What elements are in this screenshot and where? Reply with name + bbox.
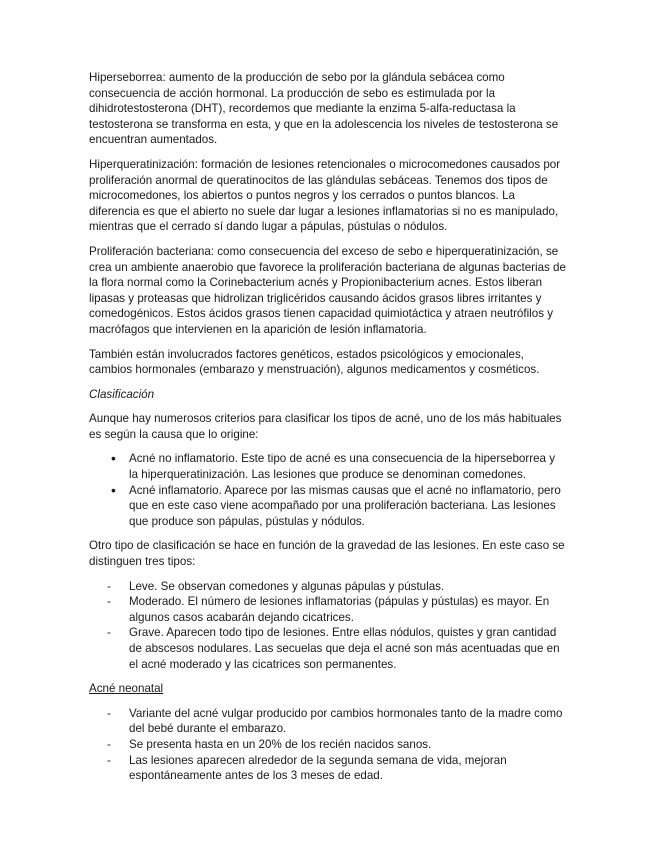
list-item-text: Acné inflamatorio. Aparece por las mismas causas que el acné no inflamatorio, pero que en este caso viene acompañado por una proliferación bacteriana. Las lesiones que produce son pápulas, pústulas y nódulos. [129,483,561,528]
list-item [89,451,567,482]
paragraph-factores: También están involucrados factores genéticos, estados psicológicos y emocionales, cambios hormonales (embarazo y menstruación), algunos medicamentos y cosméticos. [89,347,540,377]
list-item [89,737,567,753]
list-item-text: Se presenta hasta en un 20% de los recién nacidos sanos. [129,737,432,751]
document-page [89,70,567,793]
paragraph-hiperqueratinizacion: Hiperqueratinización: formación de lesiones retencionales o microcomedones causados por proliferación anormal de queratinocitos de las glándulas sebáceas. Tenemos dos tipos de microcomedones, los abiertos o puntos negros y los cerrados o puntos blancos. La diferencia es que el abierto no suele dar lugar a lesiones inflamatorias si no es manipulado, mientras que el cerrado sí dando lugar a pápulas, pústulas o nódulos. [89,157,561,234]
list-item-text: Variante del acné vulgar producido por cambios hormonales tanto de la madre como del bebé durante el embarazo. [129,706,563,736]
bullet-marker: • [111,450,116,467]
section-heading-clasificacion: Clasificación [89,387,155,401]
list-item [89,706,567,737]
list-item-text: Las lesiones aparecen alrededor de la segunda semana de vida, mejoran espontáneamente antes de los 3 meses de edad. [129,753,507,783]
list-item [89,594,567,625]
dash-marker: - [107,595,111,609]
paragraph-gravedad-intro: Otro tipo de clasificación se hace en función de la gravedad de las lesiones. En este caso se distinguen tres tipos: [89,539,565,569]
paragraph-clasificacion-intro: Aunque hay numerosos criterios para clasificar los tipos de acné, uno de los más habituales es según la causa que lo origine: [89,412,562,441]
paragraph-hiperseborrea: Hiperseborrea: aumento de la producción de sebo por la glándula sebácea como consecuencia de acción hormonal. La producción de sebo es estimulada por la dihidrotestosterona (DHT), recordemos que mediante la enzima 5-alfa-reductasa la testosterona se transforma en esta, y que en la adolescencia los niveles de testosterona se encuentran aumentados. [89,71,559,147]
dash-marker: - [107,626,111,640]
dash-marker: - [107,706,111,720]
list-item-text: Leve. Se observan comedones y algunas pápulas y pústulas. [129,579,445,593]
list-item [89,753,567,784]
dash-marker: - [107,737,111,751]
dash-list-gravedad [89,579,567,673]
bullet-list-tipos [89,451,567,529]
list-item-text: Acné no inflamatorio. Este tipo de acné es una consecuencia de la hiperseborrea y la hiperqueratinización. Las lesiones que produce se denominan comedones. [129,452,556,482]
bullet-marker: • [111,481,116,498]
dash-marker: - [107,579,111,593]
list-item [89,625,567,672]
list-item-text: Grave. Aparecen todo tipo de lesiones. Entre ellas nódulos, quistes y gran cantidad de abscesos nodulares. Las secuelas que deja el acné son más acentuadas que en el acné moderado y las cicatrices son permanentes. [129,626,560,671]
list-item [89,579,567,595]
list-item-text: Moderado. El número de lesiones inflamatorias (pápulas y pústulas) es mayor. En algunos casos acabarán dejando cicatrices. [129,595,550,624]
dash-marker: - [107,753,111,767]
paragraph-proliferacion-bacteriana: Proliferación bacteriana: como consecuencia del exceso de sebo e hiperqueratinización, se crea un ambiente anaerobio que favorece la proliferación bacteriana de algunas bacterias de la flora normal como la Corinebacterium acnés y Propionibacterium acnes. Estos liberan lipasas y proteasas que hidrolizan triglicéridos causando ácidos grasos libres irritantes y comedogénicos. Estos ácidos grasos tienen capacidad quimiotáctica y atraen neutrófilos y macrófagos que intervienen en la aparición de lesión inflamatoria. [89,244,566,336]
section-heading-acne-neonatal: Acné neonatal [89,682,164,696]
list-item [89,483,567,530]
dash-list-neonatal [89,706,567,784]
